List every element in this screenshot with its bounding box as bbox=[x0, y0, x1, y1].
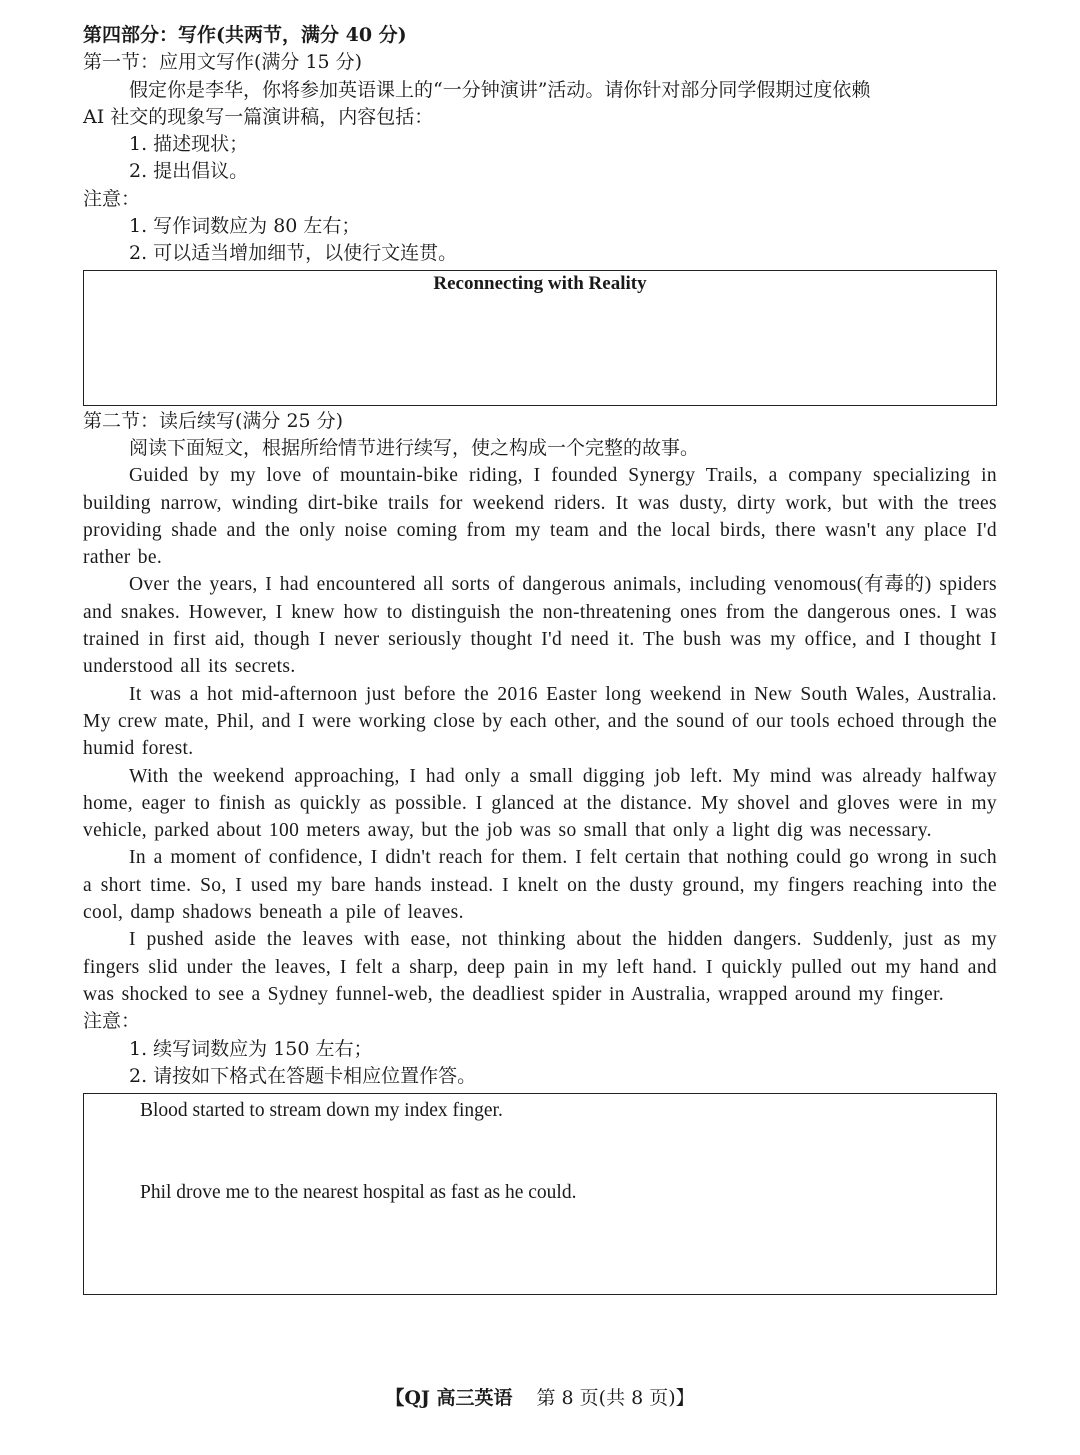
section2-instruction: 阅读下面短文，根据所给情节进行续写，使之构成一个完整的故事。 bbox=[129, 436, 700, 459]
section1-note: 2. 可以适当增加细节，以使行文连贯。 bbox=[129, 242, 458, 265]
section1-note: 1. 写作词数应为 80 左右； bbox=[129, 215, 361, 238]
continuation-answer-box[interactable] bbox=[83, 1093, 997, 1295]
part-heading: 第四部分：写作(共两节，满分 40 分) bbox=[83, 24, 407, 46]
page-number: 第 8 页(共 8 页)】 bbox=[536, 1387, 695, 1409]
passage-paragraph: I pushed aside the leaves with ease, not thinking about the hidden dangers. Suddenly, just as my fingers slid under the leaves, I felt a sharp, deep pain in my left hand. I quickly pulled out my hand and was shocked to see a Sydney funnel-web, the deadliest spider in Australia, wrapped around my finger. bbox=[83, 929, 997, 1005]
continuation-prompt-1: Blood started to stream down my index finger. bbox=[140, 1100, 503, 1122]
section2-heading: 第二节：读后续写(满分 25 分) bbox=[83, 409, 344, 432]
section1-intro-line1: 假定你是李华，你将参加英语课上的“一分钟演讲”活动。请你针对部分同学假期过度依赖 bbox=[129, 78, 871, 101]
passage-paragraph: It was a hot mid-afternoon just before the 2016 Easter long weekend in New South Wales, Australia. My crew mate, Phil, and I were working close by each other, and the sound of our tools echoed through the humid forest. bbox=[83, 683, 997, 760]
reading-passage bbox=[83, 462, 997, 1008]
section1-point: 2. 提出倡议。 bbox=[129, 160, 249, 183]
section1-heading: 第一节：应用文写作(满分 15 分) bbox=[83, 51, 363, 74]
exam-code: 【QJ 高三英语 bbox=[385, 1387, 513, 1409]
exam-page bbox=[83, 22, 997, 1295]
passage-paragraph: Over the years, I had encountered all sorts of dangerous animals, including venomous(有毒的) spiders and snakes. However, I knew how to distinguish the non-threatening ones from the dangerous ones. I was trained in first aid, though I never seriously thought I'd need it. The bush was my office, and I thought I understood all its secrets. bbox=[83, 574, 997, 678]
section1-intro-line2: AI 社交的现象写一篇演讲稿，内容包括： bbox=[83, 105, 434, 128]
passage-paragraph: With the weekend approaching, I had only a small digging job left. My mind was already halfway home, eager to finish as quickly as possible. I glanced at the distance. My shovel and gloves were in my vehicle, parked about 100 meters away, but the job was so small that only a light dig was necessary. bbox=[83, 765, 997, 842]
section2-note: 1. 续写词数应为 150 左右； bbox=[129, 1037, 373, 1060]
section1-notes-label: 注意： bbox=[83, 187, 141, 210]
section2-note: 2. 请按如下格式在答题卡相应位置作答。 bbox=[129, 1064, 477, 1087]
page-footer bbox=[0, 1383, 1080, 1410]
continuation-prompt-2: Phil drove me to the nearest hospital as fast as he could. bbox=[140, 1182, 577, 1204]
passage-paragraph: In a moment of confidence, I didn't reach for them. I felt certain that nothing could go wrong in such a short time. So, I used my bare hands instead. I knelt on the dusty ground, my fingers reaching into the cool, damp shadows beneath a pile of leaves. bbox=[83, 847, 997, 924]
writing-answer-box[interactable] bbox=[83, 270, 997, 406]
section1-point: 1. 描述现状； bbox=[129, 133, 249, 156]
writing-box-title: Reconnecting with Reality bbox=[433, 272, 647, 294]
passage-paragraph: Guided by my love of mountain-bike riding, I founded Synergy Trails, a company specializing in building narrow, winding dirt-bike trails for weekend riders. It was dusty, dirty work, but with the trees providing shade and the only noise coming from my team and the local birds, there wasn't any place I'd rather be. bbox=[83, 465, 997, 569]
section2-notes-label: 注意： bbox=[83, 1010, 141, 1033]
